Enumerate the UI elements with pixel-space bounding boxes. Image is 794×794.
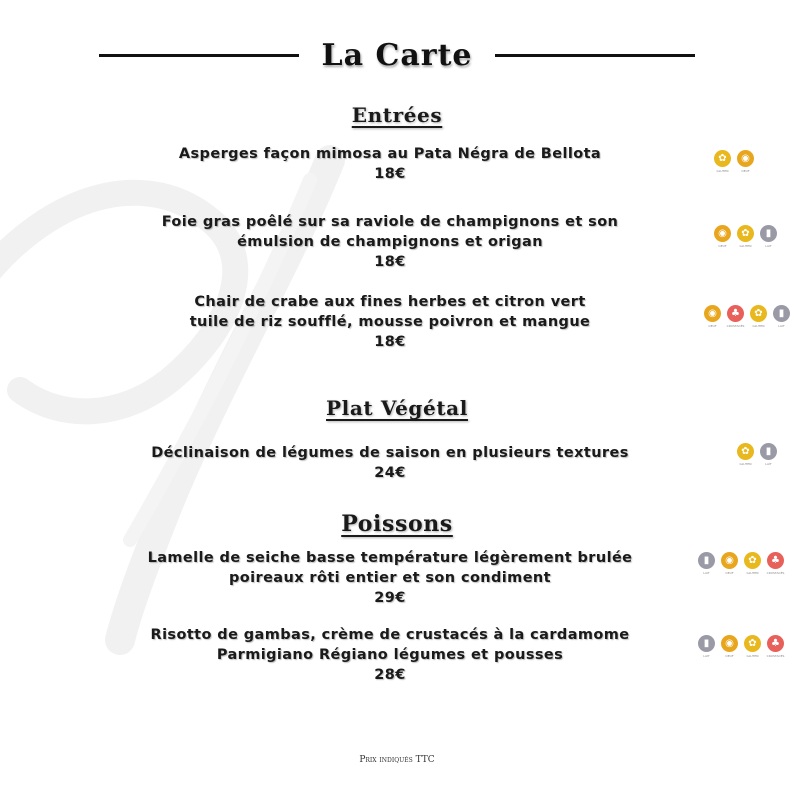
section-title-entrees: Entrées (351, 103, 443, 127)
section-title-poissons: Poissons (341, 511, 453, 537)
crustacean-icon: ♣ CRUSTACÉS (726, 305, 745, 328)
egg-icon: ◉ OEUF (703, 305, 722, 328)
allergen-icons (703, 305, 791, 328)
page-title: La Carte (321, 38, 473, 73)
dish-price: 28€ (374, 667, 406, 683)
dish-foie-gras (70, 212, 710, 272)
milk-icon: ▮ LAIT (697, 552, 716, 575)
milk-icon: ▮ LAIT (759, 225, 778, 248)
allergen-icons (736, 443, 778, 466)
egg-icon: ◉ OEUF (720, 552, 739, 575)
egg-icon: ◉ OEUF (736, 150, 755, 173)
dish-price: 29€ (374, 590, 406, 606)
gluten-icon: ✿ GLUTEN (743, 635, 762, 658)
gluten-icon: ✿ GLUTEN (743, 552, 762, 575)
crustacean-icon: ♣ CRUSTACÉS (766, 552, 785, 575)
gluten-icon: ✿ GLUTEN (713, 150, 732, 173)
allergen-icons (697, 635, 785, 658)
egg-icon: ◉ OEUF (713, 225, 732, 248)
dish-name-line: Asperges façon mimosa au Pata Négra de Bellota (178, 146, 602, 162)
dish-name-line: Foie gras poêlé sur sa raviole de champignons et son (161, 214, 619, 230)
gluten-icon: ✿ GLUTEN (749, 305, 768, 328)
footer-note: Prix indiqués TTC (359, 755, 435, 765)
dish-price: 18€ (374, 254, 406, 270)
dish-name-line: Parmigiano Régiano légumes et pousses (216, 647, 564, 663)
dish-asperges (70, 144, 710, 184)
dish-price: 18€ (374, 166, 406, 182)
title-rule-right (495, 54, 695, 57)
dish-declinaison (70, 443, 710, 483)
dish-name-line: Lamelle de seiche basse température légèrement brulée (147, 550, 633, 566)
dish-name-line: Risotto de gambas, crème de crustacés à la cardamome (150, 627, 630, 643)
dish-seiche (70, 548, 710, 608)
gluten-icon: ✿ GLUTEN (736, 443, 755, 466)
dish-name-line: tuile de riz soufflé, mousse poivron et mangue (189, 314, 591, 330)
dish-risotto (70, 625, 710, 685)
dish-crabe (70, 292, 710, 352)
title-rule-left (99, 54, 299, 57)
dish-price: 24€ (374, 465, 406, 481)
title-row (0, 38, 794, 73)
gluten-icon: ✿ GLUTEN (736, 225, 755, 248)
crustacean-icon: ♣ CRUSTACÉS (766, 635, 785, 658)
allergen-icons (713, 150, 755, 173)
milk-icon: ▮ LAIT (772, 305, 791, 328)
allergen-icons (697, 552, 785, 575)
milk-icon: ▮ LAIT (697, 635, 716, 658)
dish-name-line: émulsion de champignons et origan (237, 234, 543, 250)
dish-price: 18€ (374, 334, 406, 350)
dish-name-line: poireaux rôti entier et son condiment (229, 570, 551, 586)
dish-name-line: Chair de crabe aux fines herbes et citron vert (194, 294, 586, 310)
section-title-plat-vegetal: Plat Végétal (326, 396, 468, 420)
dish-name-line: Déclinaison de légumes de saison en plusieurs textures (151, 445, 629, 461)
egg-icon: ◉ OEUF (720, 635, 739, 658)
milk-icon: ▮ LAIT (759, 443, 778, 466)
allergen-icons (713, 225, 778, 248)
